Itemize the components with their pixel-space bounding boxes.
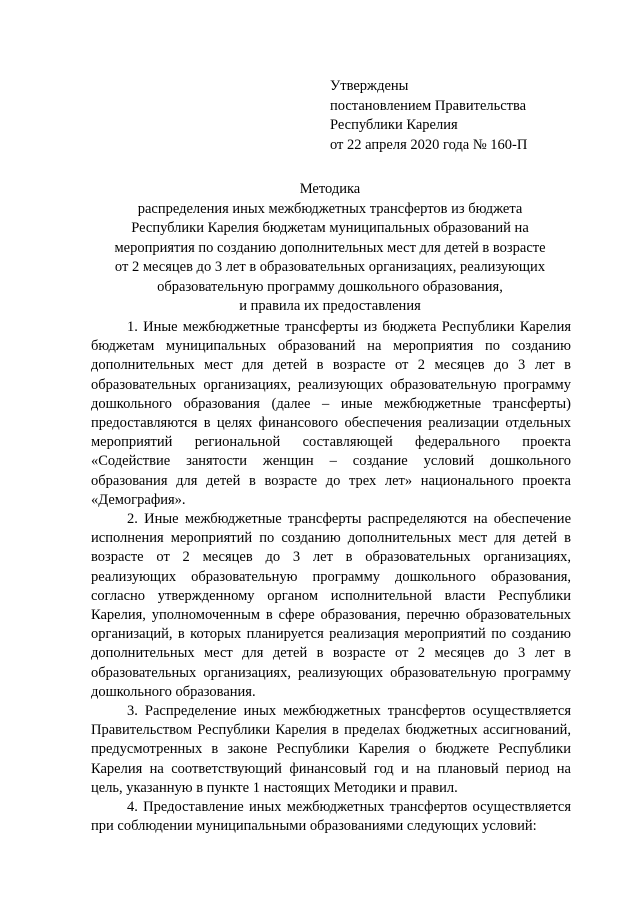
- paragraph-4: 4. Предоставление иных межбюджетных трансфертов осуществляется при соблюдении муниципальными образованиями следующих условий:: [91, 799, 571, 835]
- title-line: от 2 месяцев до 3 лет в образовательных организациях, реализующих: [114, 259, 546, 275]
- paragraph-1: 1. Иные межбюджетные трансферты из бюджета Республики Карелия бюджетам муниципальных образований на мероприятия по созданию дополнительных мест для детей в возрасте от 2 месяцев до 3 лет в образовательных организациях, реализующих образовательную программу дошкольного образования (далее – иные межбюджетные трансферты) предоставляются в целях финансового обеспечения реализации отдельных мероприятий региональной составляющей федерального проекта «Содействие занятости женщин – создание условий дошкольного образования для детей в возрасте до трех лет» национального проекта «Демография».: [91, 319, 571, 508]
- paragraph-3: 3. Распределение иных межбюджетных трансфертов осуществляется Правительством Республики Карелия в пределах бюджетных ассигнований, предусмотренных в законе Республики Карелия о бюджете Республики Карелия на соответствующий финансовый год и на плановый период на цель, указанную в пункте 1 настоящих Методики и правил.: [91, 703, 571, 796]
- title-line: Республики Карелия бюджетам муниципальных образований на: [131, 220, 529, 236]
- approval-stamp: [330, 77, 620, 155]
- title-line: образовательную программу дошкольного образования,: [157, 278, 503, 295]
- title-line: мероприятия по созданию дополнительных мест для детей в возрасте: [114, 239, 546, 256]
- approval-line: постановлением Правительства: [330, 97, 527, 114]
- approval-line: от 22 апреля 2020 года № 160-П: [330, 136, 528, 153]
- title-heading: Методика: [299, 181, 361, 197]
- document-body: [91, 318, 571, 836]
- title-line: распределения иных межбюджетных трансфертов из бюджета: [137, 200, 523, 217]
- title-line: и правила их предоставления: [239, 298, 421, 314]
- approval-line: Республики Карелия: [330, 117, 458, 133]
- approval-line: Утверждены: [330, 78, 409, 94]
- document-title: [70, 180, 590, 317]
- paragraph-2: 2. Иные межбюджетные трансферты распределяются на обеспечение исполнения мероприятий по созданию дополнительных мест для детей в возрасте от 2 месяцев до 3 лет в образовательных организациях, реализующих образовательную программу дошкольного образования, согласно утвержденному органом исполнительной власти Республики Карелия, уполномоченным в сфере образования, перечню образовательных организаций, в которых планируется реализация мероприятий по созданию дополнительных мест для детей в возрасте от 2 месяцев до 3 лет в образовательных организациях, реализующих образовательную программу дошкольного образования.: [91, 511, 571, 700]
